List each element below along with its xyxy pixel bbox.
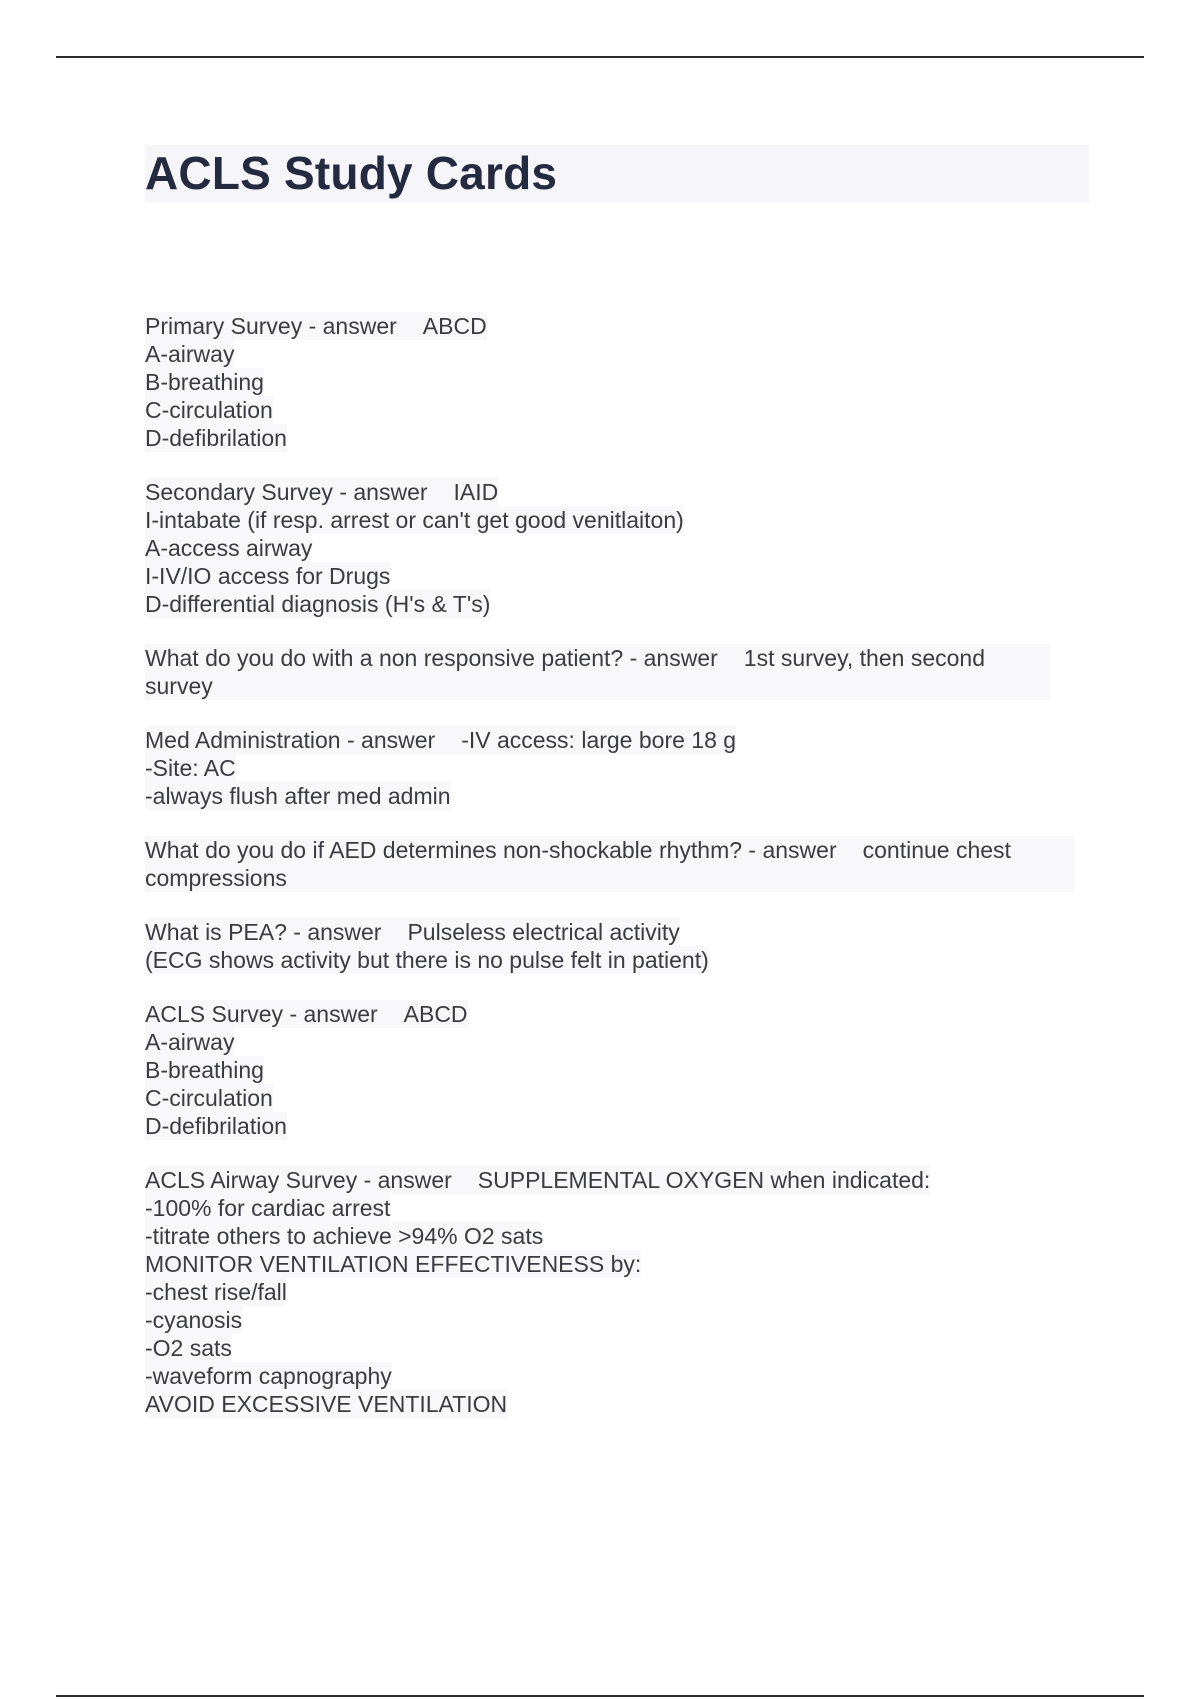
card-question: Secondary Survey - answer — [145, 479, 428, 505]
card-answer-line: D-defibrilation — [145, 425, 287, 451]
card-answer-line: I-intabate (if resp. arrest or can't get good venitlaiton) — [145, 507, 684, 533]
card-question: What is PEA? - answer — [145, 919, 382, 945]
card-answer: ABCD — [403, 1001, 468, 1027]
card-answer-line: -100% for cardiac arrest — [145, 1195, 391, 1221]
top-rule — [56, 56, 1144, 58]
card-question: ACLS Survey - answer — [145, 1001, 378, 1027]
card-answer: Pulseless electrical activity — [407, 919, 680, 945]
card-question-line — [145, 1000, 468, 1028]
card-answer-line: C-circulation — [145, 1085, 273, 1111]
card-answer-line: B-breathing — [145, 1057, 264, 1083]
card-answer-line: A-airway — [145, 341, 235, 367]
bottom-rule — [56, 1695, 1144, 1697]
page-title: ACLS Study Cards — [145, 147, 558, 199]
card-question-line — [145, 644, 1050, 700]
card-question-line — [145, 918, 680, 946]
card-non-responsive-patient — [145, 644, 1075, 700]
card-primary-survey — [145, 312, 1075, 452]
card-med-administration — [145, 726, 1075, 810]
card-question: Primary Survey - answer — [145, 313, 397, 339]
card-question-line — [145, 1166, 930, 1194]
card-question: What do you do with a non responsive patient? - answer — [145, 645, 718, 671]
card-answer: SUPPLEMENTAL OXYGEN when indicated: — [477, 1167, 931, 1193]
card-answer-line: -always flush after med admin — [145, 783, 451, 809]
card-question-line — [145, 726, 736, 754]
card-question: Med Administration - answer — [145, 727, 436, 753]
card-question-line — [145, 478, 498, 506]
card-answer-line: I-IV/IO access for Drugs — [145, 563, 391, 589]
card-question-line — [145, 312, 487, 340]
card-pea — [145, 918, 1075, 974]
card-question-line — [145, 836, 1075, 892]
card-answer: continue chest compressions — [145, 837, 1018, 891]
card-answer: ABCD — [422, 313, 487, 339]
card-acls-airway-survey — [145, 1166, 1075, 1418]
card-answer-line: A-airway — [145, 1029, 235, 1055]
card-non-shockable-rhythm — [145, 836, 1075, 892]
card-answer-line: (ECG shows activity but there is no pulse felt in patient) — [145, 947, 709, 973]
card-answer: 1st survey, then second survey — [145, 645, 992, 699]
card-question: What do you do if AED determines non-shockable rhythm? - answer — [145, 837, 837, 863]
card-answer-line: B-breathing — [145, 369, 264, 395]
card-answer-line: -waveform capnography — [145, 1363, 392, 1389]
card-answer-line: -titrate others to achieve >94% O2 sats — [145, 1223, 544, 1249]
card-answer-line: C-circulation — [145, 397, 273, 423]
card-answer-line: MONITOR VENTILATION EFFECTIVENESS by: — [145, 1251, 642, 1277]
card-answer-line: D-defibrilation — [145, 1113, 287, 1139]
card-answer-line: AVOID EXCESSIVE VENTILATION — [145, 1391, 508, 1417]
card-answer: IAID — [453, 479, 499, 505]
card-acls-survey — [145, 1000, 1075, 1140]
card-answer-line: -chest rise/fall — [145, 1279, 287, 1305]
card-question: ACLS Airway Survey - answer — [145, 1167, 452, 1193]
card-secondary-survey — [145, 478, 1075, 618]
card-answer-line: -Site: AC — [145, 755, 236, 781]
card-answer-line: -cyanosis — [145, 1307, 243, 1333]
card-answer: -IV access: large bore 18 g — [461, 727, 737, 753]
card-answer-line: D-differential diagnosis (H's & T's) — [145, 591, 491, 617]
card-list — [145, 312, 1075, 1444]
card-answer-line: -O2 sats — [145, 1335, 232, 1361]
card-answer-line: A-access airway — [145, 535, 313, 561]
